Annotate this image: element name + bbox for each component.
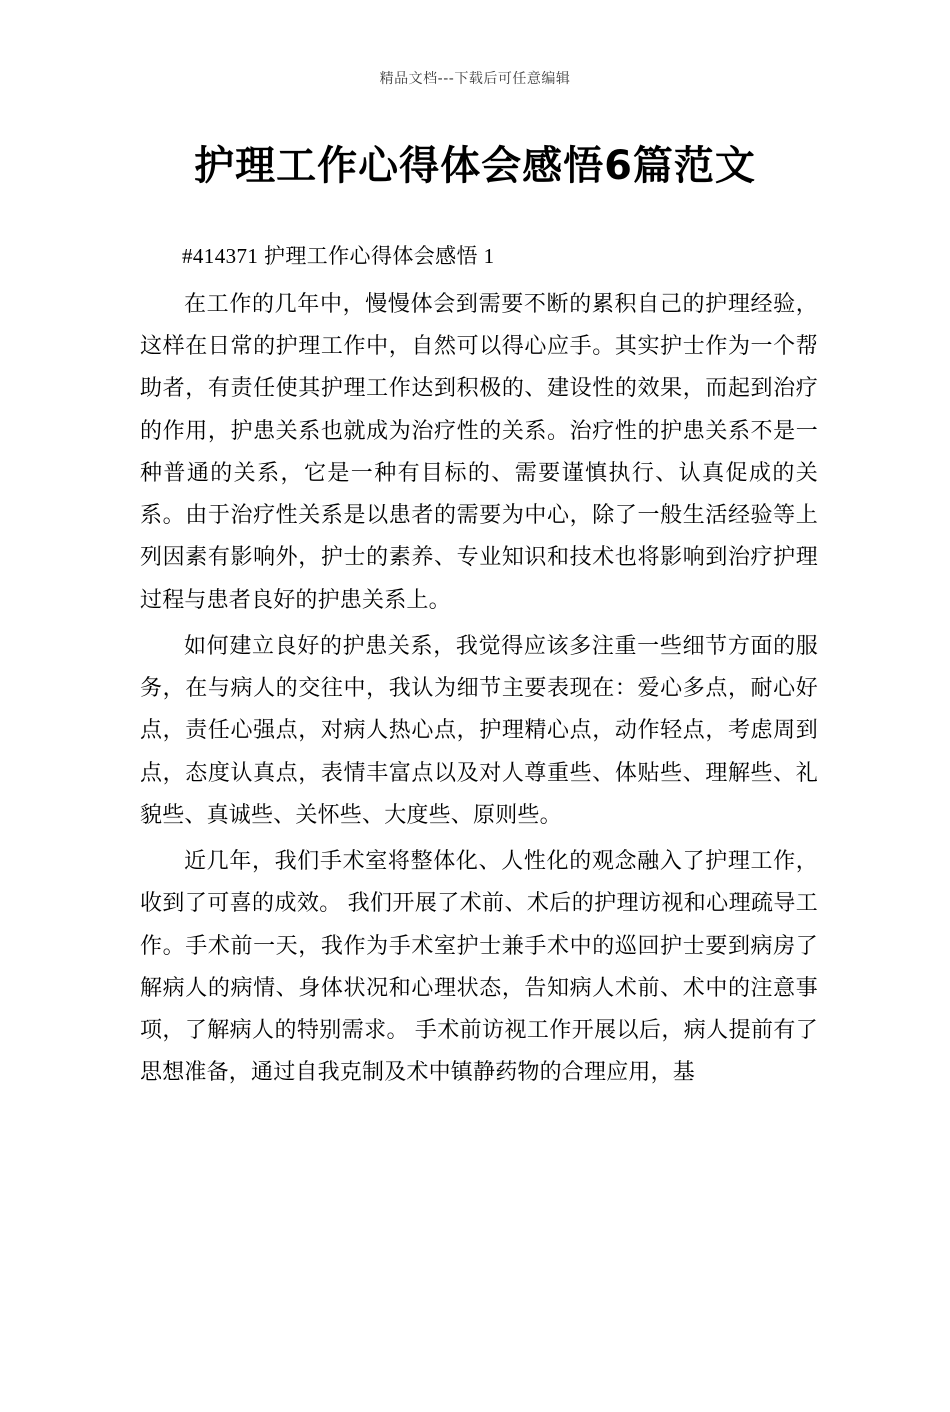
paragraph: 近几年，我们手术室将整体化、人性化的观念融入了护理工作，收到了可喜的成效。 我们开展了术前、术后的护理访视和心理疏导工作。手术前一天，我作为手术室护士兼手术中的巡回护士要到病房了解病人的病情、身体状况和心理状态，告知病人术前、术中的注意事项，了解病人的特别需求。 手术前访视工作开展以后，病人提前有了思想准备，通过自我克制及术中镇静药物的合理应用，基 xyxy=(140,848,818,1085)
document-page xyxy=(0,68,950,1412)
page-title: 护理工作心得体会感悟6篇范文 xyxy=(194,143,756,189)
paragraph: 在工作的几年中，慢慢体会到需要不断的累积自己的护理经验，这样在日常的护理工作中，自然可以得心应手。其实护士作为一个帮助者，有责任使其护理工作达到积极的、建设性的效果，而起到治疗的作用，护患关系也就成为治疗性的关系。治疗性的护患关系不是一种普通的关系，它是一种有目标的、需要谨慎执行、认真促成的关系。由于治疗性关系是以患者的需要为中心，除了一般生活经验等上列因素有影响外，护士的素养、专业知识和技术也将影响到治疗护理过程与患者良好的护患关系上。 xyxy=(140,291,818,612)
document-body xyxy=(0,235,950,1093)
watermark-note: 精品文档---下载后可任意编辑 xyxy=(379,71,571,87)
paragraph: 如何建立良好的护患关系，我觉得应该多注重一些细节方面的服务，在与病人的交往中，我认为细节主要表现在：爱心多点，耐心好点，责任心强点，对病人热心点，护理精心点，动作轻点，考虑周到点，态度认真点，表情丰富点以及对人尊重些、体贴些、理解些、礼貌些、真诚些、关怀些、大度些、原则些。 xyxy=(140,632,818,827)
section-heading: #414371 护理工作心得体会感悟 1 xyxy=(182,244,495,268)
